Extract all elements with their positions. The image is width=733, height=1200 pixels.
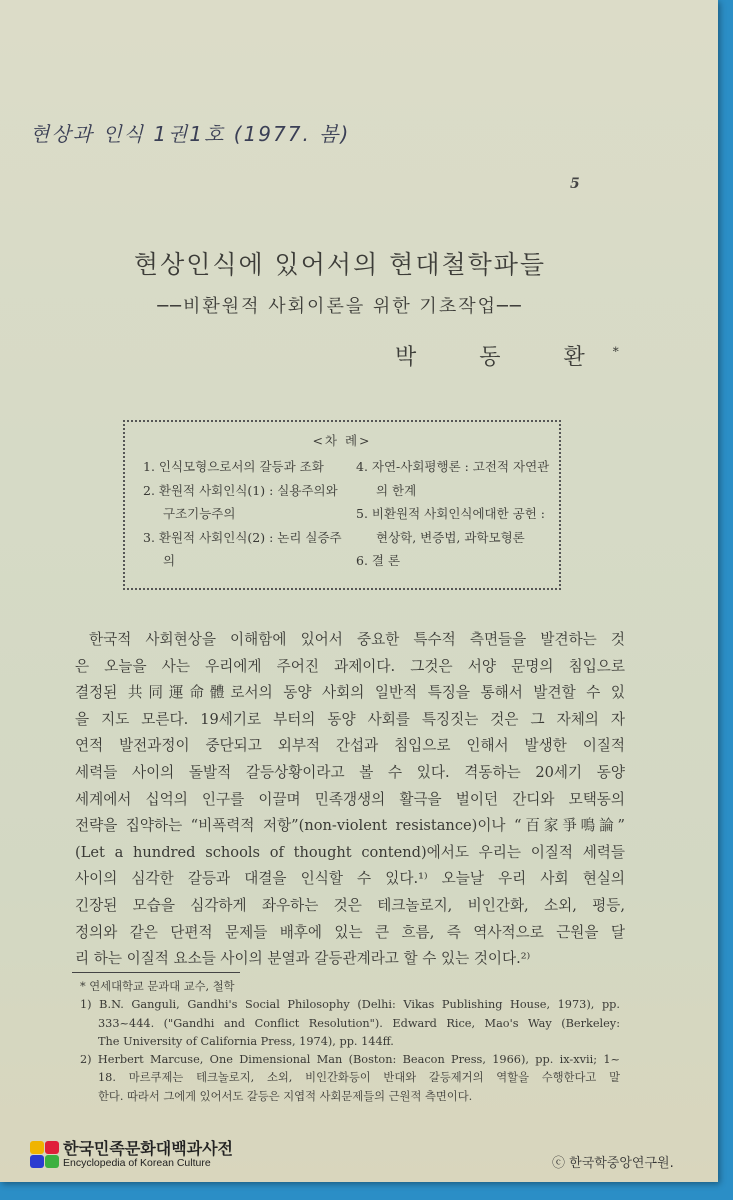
body-line: (Let a hundred schools of thought contend)에서도 우리는 이질적 세력들 [75, 843, 625, 861]
article-title: 현상인식에 있어서의 현대철학파들 [133, 250, 547, 279]
toc-item: 5. 비환원적 사회인식에대한 공헌 : 현상학, 변증법, 과학모형론 [356, 506, 546, 545]
footnote-line: The University of California Press, 1974), pp. 144ff. [98, 1034, 394, 1048]
table-of-contents [123, 420, 561, 590]
body-line: 전략을 집약하는 “비폭력적 저항”(non-violent resistance)이나 “百家爭鳴論” [75, 817, 625, 835]
footnote-line: 333~444. ("Gandhi and Conflict Resolution"). Edward Rice, Mao's Way (Berkeley: [98, 1016, 620, 1030]
body-line: 정의와 같은 단편적 문제들 배후에 있는 큰 흐름, 즉 역사적으로 근원을 달 [75, 923, 625, 941]
toc-item: 4. 자연-사회평행론 : 고전적 자연관의 한계 [356, 459, 550, 498]
author [395, 340, 619, 371]
logo-korean-text: 한국민족문화대백과사전 [63, 1139, 234, 1158]
author-footnote-mark: * [612, 344, 619, 359]
body-line: 세계에서 십억의 인구를 이끌며 민족갱생의 활극을 벌이던 간디와 모택동의 [75, 790, 625, 808]
footnote-line: 한다. 따라서 그에게 있어서도 갈등은 지엽적 사회문제들의 근원적 측면이다. [98, 1089, 473, 1103]
body-line: 리 하는 이질적 요소들 사이의 분열과 갈등관계라고 할 수 있는 것이다.²⁾ [75, 950, 531, 968]
toc-column-left [143, 455, 343, 573]
body-line: 사이의 심각한 갈등과 대결을 인식할 수 있다.¹⁾ 오늘날 우리 사회 현실의 [75, 870, 625, 888]
footnote-divider [72, 972, 240, 973]
page-number: 5 [570, 176, 580, 192]
toc-item: 6. 결 론 [356, 553, 401, 568]
body-line: 한국적 사회현상을 이해함에 있어서 중요한 특수적 측면들을 발견하는 것 [89, 631, 625, 648]
footnotes [80, 978, 620, 1106]
body-line: 긴장된 모습을 심각하게 좌우하는 것은 테크놀로지, 비인간화, 소외, 평등, [75, 896, 625, 914]
article-subtitle: ──비환원적 사회이론을 위한 기초작업── [157, 296, 523, 317]
encyclopedia-logo [30, 1140, 233, 1169]
footnote-line: 18. 마르쿠제는 테크놀로지, 소외, 비인간화등이 반대와 갈등제거의 역할을 수행한다고 말 [98, 1071, 620, 1085]
body-line: 은 오늘을 사는 우리에게 주어진 과제이다. 그것은 서양 문명의 침입으로 [75, 657, 625, 675]
toc-item: 1. 인식모형으로서의 갈등과 조화 [143, 459, 324, 474]
toc-item: 2. 환원적 사회인식(1) : 실용주의와 구조기능주의 [143, 482, 338, 521]
toc-item: 3. 환원적 사회인식(2) : 논리 실증주의 [143, 529, 342, 568]
copyright-notice: ⓒ 한국학중앙연구원. [552, 1156, 674, 1171]
author-affiliation-note: * 연세대학교 문과대 교수, 철학 [80, 980, 235, 993]
body-text [75, 627, 625, 973]
logo-mark-icon [30, 1141, 59, 1168]
toc-column-right [356, 455, 556, 573]
toc-heading: <차 례> [312, 433, 372, 448]
logo-english-text: Encyclopedia of Korean Culture [63, 1157, 211, 1169]
body-line: 을 지도 모른다. 19세기로 부터의 동양 사회를 특징짓는 것은 그 자체의 자 [75, 710, 625, 728]
footnote-line: 2) Herbert Marcuse, One Dimensional Man (Boston: Beacon Press, 1966), pp. ix-xvii; 1~ [80, 1053, 620, 1067]
body-line: 결정된 共同運命體로서의 동양 사회의 일반적 특징을 통해서 발견할 수 있 [75, 684, 625, 702]
body-line: 세력들 사이의 돌발적 갈등상황이라고 볼 수 있다. 격동하는 20세기 동양 [75, 763, 625, 781]
handwritten-note: 현상과 인식 1권1호 (1977. 봄) [30, 122, 351, 146]
body-line: 연적 발전과정이 중단되고 외부적 간섭과 침입으로 인해서 발생한 이질적 [75, 737, 625, 755]
footnote-line: 1) B.N. Ganguli, Gandhi's Social Philosophy (Delhi: Vikas Publishing House, 1973), pp. [80, 998, 620, 1012]
author-name: 박 동 환 [395, 345, 613, 370]
